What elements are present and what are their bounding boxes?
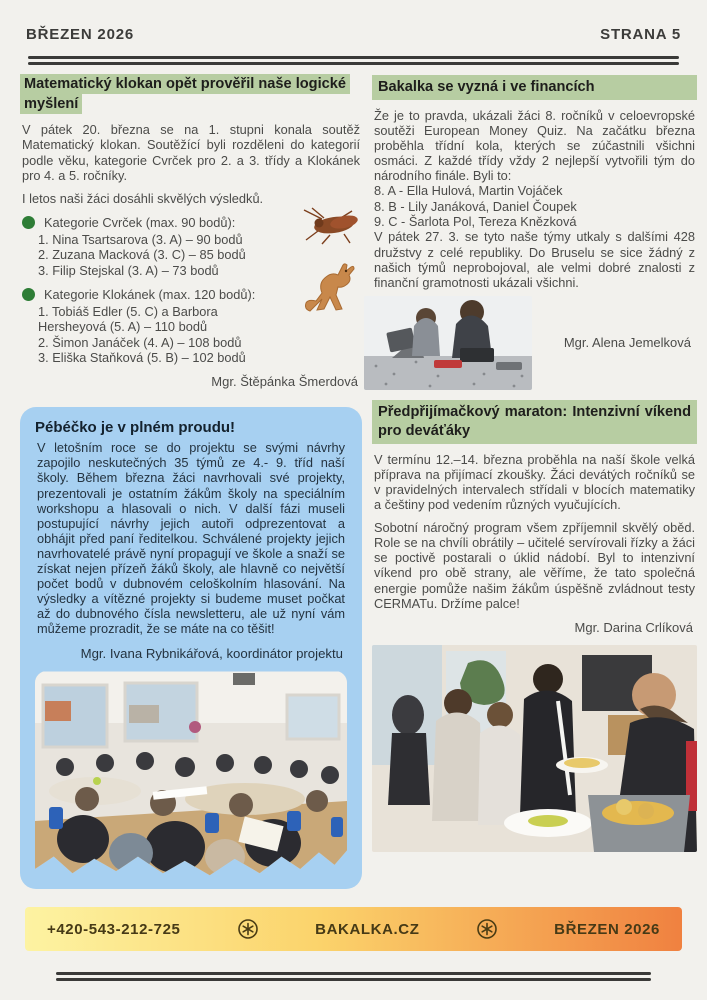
category-cvrcek-label: Kategorie Cvrček (max. 90 bodů): — [44, 214, 236, 230]
result-line: 3. Filip Stejskal (3. A) – 73 bodů — [38, 262, 219, 278]
finance-team-line: 9. C - Šarlota Pol, Tereza Knězková — [374, 214, 577, 230]
masthead-issue: BŘEZEN 2026 — [26, 26, 135, 43]
masthead — [0, 0, 707, 43]
article-maraton-signature: Mgr. Darina Crlíková — [574, 619, 693, 635]
result-line: 3. Eliška Staňková (5. B) – 102 bodů — [38, 349, 246, 365]
classroom-photo — [35, 671, 347, 879]
article-klokan-paragraph: V pátek 20. března se na 1. stupni konala soutěž Matematický klokan. Soutěžící byli rozděleni do kategorií podle věku, kategorie Cvrček pro 2. a 3. třídy a Klokánek pro 4. a 5. ročníky. — [22, 122, 360, 183]
article-finance-paragraph: V pátek 27. 3. se tyto naše týmy utkaly s dalšími 428 družstvy z celé republiky. Do Bruselu se sice žádný z našich týmů neprobojoval, ale velmi dobré znalosti z finanční gramotnosti ukázali všichni. — [374, 229, 695, 290]
divider-line — [56, 972, 651, 975]
footer-bar — [25, 907, 682, 951]
kangaroo-illustration-icon — [302, 259, 360, 322]
project-box — [20, 407, 362, 889]
article-finance-signature: Mgr. Alena Jemelková — [563, 335, 691, 351]
footer-issue: BŘEZEN 2026 — [554, 920, 660, 938]
category-klokanek-label: Kategorie Klokánek (max. 120 bodů): — [44, 286, 256, 302]
result-line: 1. Tobiáš Edler (5. C) a Barbora Hersheyová (5. A) – 110 bodů — [38, 303, 218, 335]
article-maraton-paragraph: V termínu 12.–14. března proběhla na naší škole velká příprava na přijímací zkoušky. Žáci devátých ročníků se v pravidelných intervalech střídali v blocích matematiky a češtiny pod vedením různých vyučujících. — [374, 451, 695, 513]
article-finance-paragraph: Že je to pravda, ukázali žáci 8. ročníků v celoevropské soutěži European Money Quiz. Na začátku března proběhla třídní kola, kterých se zúčastnili všichni osmáci. Z každé třídy vždy 2 nejlepší vytvořili tým do národního finále. Byli to: — [374, 107, 695, 184]
article-pebecko-title: Pébéčko je v plném proudu! — [35, 419, 236, 437]
article-klokan-paragraph: I letos naši žáci dosáhli skvělých výsledků. — [22, 190, 264, 206]
article-maraton-title: Předpřijímačkový maraton: Intenzivní víkend pro deváťáky — [372, 400, 697, 444]
divider-line — [56, 978, 651, 981]
page-content — [0, 65, 707, 889]
divider-line — [28, 56, 679, 59]
finance-photo-row — [364, 296, 697, 390]
masthead-page-number: STRANA 5 — [600, 26, 681, 43]
article-pebecko-paragraph: V letošním roce se do projektu se svými návrhy zapojilo neskutečných 35 týmů ze 4.- 9. tříd naší školy. Během března žáci navrhovali své projekty, prezentovali je ostatním žákům školy na speciálním workshopu a hlasovali o nich. V další fázi museli postupující návrhy jejich autoři odprezentovat a obhájit před paní ředitelkou. Schválené projekty jejich navrhovatelé právě nyní propagují ve škole a snaží se získat nejen přízeň žáků školy, ale hlavně co největší počet bodů v dubnovém celoškolním hlasování. Na výsledky a vítězné projekty si budeme muset počkat až do dubnového čísla newsletteru, ale už nyní vám můžeme prozradit, že se máte na co těšit! — [37, 440, 345, 637]
klokan-results — [20, 215, 362, 365]
left-column — [20, 75, 362, 889]
article-klokan-signature: Mgr. Štěpánka Šmerdová — [211, 374, 358, 390]
article-klokan-title: Matematický klokan opět prověřil naše logické myšlení — [20, 75, 362, 114]
result-line: 1. Nina Tsartsarova (3. A) – 90 bodů — [38, 231, 243, 247]
footer-phone: +420-543-212-725 — [47, 920, 181, 938]
cafeteria-photo — [372, 645, 697, 852]
finance-team-line: 8. B - Lily Janáková, Daniel Čoupek — [374, 198, 577, 214]
article-pebecko-signature: Mgr. Ivana Rybnikářová, koordinátor projektu — [80, 646, 343, 662]
green-bullet-icon — [22, 216, 35, 229]
result-line: 2. Zuzana Macková (3. C) – 85 bodů — [38, 247, 246, 263]
asterisk-circle-icon — [237, 918, 259, 940]
right-column — [372, 75, 697, 852]
cricket-illustration-icon — [292, 207, 364, 250]
article-maraton-paragraph: Sobotní náročný program všem zpříjemnil skvělý oběd. Role se na chvíli obrátily – učitelé servírovali řízky a žáci se poctivě postarali o úklid nádobí. Byl to intenzivní víkend pro obě strany, ale věříme, že tato společná energie pomůže našim žákům úspěšně zvládnout testy CERMATu. Držíme palce! — [374, 520, 695, 611]
article-finance-title: Bakalka se vyzná i ve financích — [372, 75, 697, 100]
result-line: 2. Šimon Janáček (4. A) – 108 bodů — [38, 334, 242, 350]
footer-divider — [56, 972, 651, 981]
green-bullet-icon — [22, 288, 35, 301]
students-laptops-photo — [364, 296, 532, 390]
finance-team-line: 8. A - Ella Hulová, Martin Vojáček — [374, 183, 563, 199]
asterisk-circle-icon — [476, 918, 498, 940]
header-divider — [28, 56, 679, 65]
footer-website: BAKALKA.CZ — [315, 920, 420, 938]
